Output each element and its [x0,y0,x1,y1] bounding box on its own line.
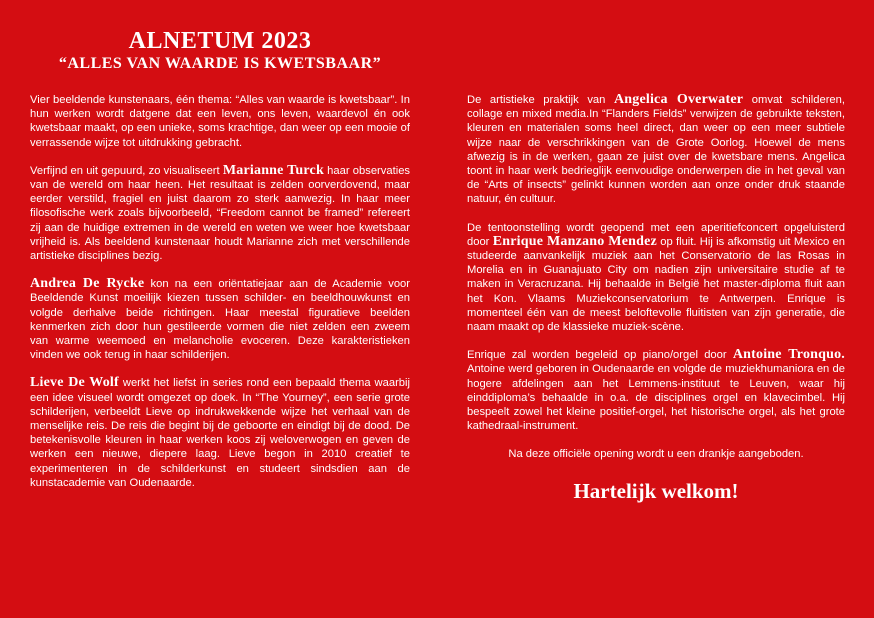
welcome-heading: Hartelijk welkom! [573,478,739,503]
musician-name-antoine: Antoine Tronquo. [732,347,846,363]
antoine-paragraph [467,348,845,433]
enrique-paragraph [467,221,845,335]
lieve-paragraph [30,376,410,490]
paragraph-text: werkt het liefst in series rond een bepaald thema waarbij een idee visueel wordt omgezet op doek. In “The Yourney”, een serie grote schilderijen, verbeeldt Lieve op indrukwekkende wijze het verhaal van de menselijke reis. De reis die begint bij de geboorte en eindigt bij de dood. De betekenisvolle kleuren in haar werken koos zij weloverwogen en geven de werken een nieuwe, diepere laag. Lieve begon in 2010 creatief te experimenteren in de schilderkunst en studeert sindsdien aan de kunstacademie van Oudenaarde. [30,377,411,489]
paragraph-text: Antoine werd geboren in Oudenaarde en volgde de muziekhumaniora en de hogere afdelingen aan het Lemmens-instituut te Leuven, waar hij einddiploma’s behaalde in o.a. de disciplines orgel en klavecimbel. Hij bespeelt zowel het kleine positief-orgel, het historische orgel, als het grote kathedraal-instrument. [467,363,845,433]
left-column [30,93,410,504]
artist-name-andrea: Andrea De Rycke [30,276,145,292]
artist-name-angelica: Angelica Overwater [613,92,744,107]
paragraph-text: op fluit. Hij is afkomstig uit Mexico en studeerde aanvankelijk muziek aan het Conservatorio de las Rosas in Morelia en in Guanajuato City om nadien zijn universitaire studie af te maken in Veracruzana. Hij behaalde in België het master-diploma fluit aan het Kon. Vlaams Muziekconservatorium te Antwerpen. Enrique is momenteel één van de meest beloftevolle fluitisten van zijn generatie, die naam maakt op de klassieke muziek-scène. [467,235,846,334]
header [30,28,410,74]
paragraph-text: kon na een oriëntatiejaar aan de Academie voor Beeldende Kunst moeilijk kiezen tussen schilder- en beeldhouwkunst en volgde derhalve beide richtingen. Haar meestal figuratieve beelden kenmerken zich door hun gestileerde vormen die niet zelden een zweem van warme weemoed en melancholie evoceren. Deze karakteristieken vinden we ook terug in haar schilderijen. [30,278,411,362]
artist-name-lieve: Lieve De Wolf [30,375,119,391]
intro-paragraph: Vier beeldende kunstenaars, één thema: “Alles van waarde is kwetsbaar”. In hun werken wordt datgene dat een leven, ons leven, waardevol én ook kwetsbaar maakt, op een unieke, soms krachtige, dan weer op een mooie of verrassende wijze tot uitdrukking gebracht. [30,94,410,149]
right-column [467,93,845,504]
paragraph-text: Verfijnd en uit gepuurd, zo visualiseert [30,164,223,177]
angelica-paragraph [467,93,845,207]
page-title: ALNETUM 2023 [128,28,312,54]
page-subtitle: “ALLES VAN WAARDE IS KWETSBAAR” [58,55,382,72]
opening-note: Na deze officiële opening wordt u een drankje aangeboden. [508,448,804,461]
paragraph-text: De tentoonstelling wordt geopend met een aperitiefconcert opgeluisterd door [467,221,845,248]
paragraph-text: omvat schilderen, collage en mixed media.In “Flanders Fields” verwijzen de gebruikte teksten, kleuren en materialen soms heel direct, dan weer op een meer subtiele wijze naar de verschrikkingen van de Grote Oorlog. Hoewel de mens afwezig is in de werken, gaan ze juist over de kwetsbare mens. Angelica toont in haar werk bedrieglijk eenvoudige onderwerpen die in het geval van de “Arts of insects” gelinkt kunnen worden aan onze onder druk staande natuur, én cultuur. [467,94,845,206]
marianne-paragraph [30,164,410,263]
paragraph-text: De artistieke praktijk van [467,94,614,106]
artist-name-marianne: Marianne Turck [222,162,324,178]
andrea-paragraph [30,277,410,362]
paragraph-text: haar observaties van de wereld om haar heen. Het resultaat is zelden oorverdovend, maar eerder verstild, fragiel en juist daarom zo sterk aanwezig. In haar meer filosofische werk zoals bijvoorbeeld, “Freedom cannot be framed” refereert zij aan de huidige extremen in de wereld en weten we weer hoe kwetsbaar vrijheid is. Als beeldend kunstenaar houdt Marianne zich met verschillende artistieke disciplines bezig. [30,164,411,263]
paragraph-text: Enrique zal worden begeleid op piano/orgel door [467,349,733,362]
musician-name-enrique: Enrique Manzano Mendez [492,233,657,249]
